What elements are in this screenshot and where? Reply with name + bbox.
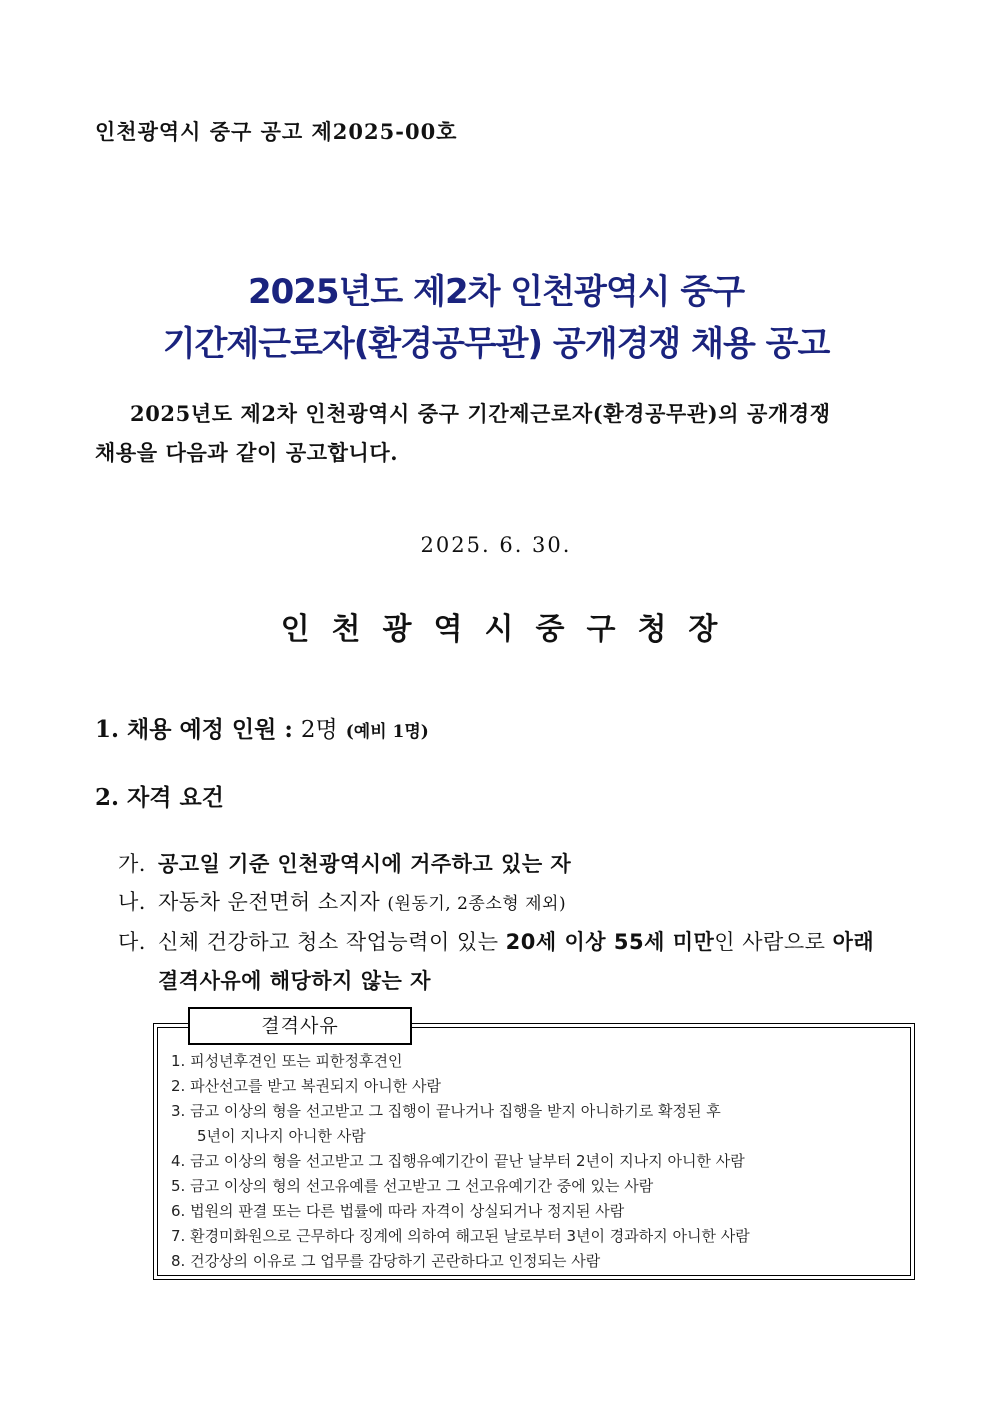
notice-number: 인천광역시 중구 공고 제2025-00호 — [95, 119, 458, 144]
list-item-continuation: 5년이 지나지 아니한 사람 — [197, 1127, 366, 1145]
list-item: 8. 건강상의 이유로 그 업무를 감당하기 곤란하다고 인정되는 사람 — [171, 1252, 601, 1270]
intro-text-line-1: 2025년도 제2차 인천광역시 중구 기간제근로자(환경공무관)의 공개경쟁 — [130, 401, 831, 426]
qualification-item-c-line-2: 결격사유에 해당하지 않는 자 — [158, 968, 431, 993]
qualification-text: 공고일 기준 인천광역시에 거주하고 있는 자 — [158, 851, 572, 876]
list-item: 2. 파산선고를 받고 복권되지 아니한 사람 — [171, 1077, 441, 1095]
section-1-heading: 1. 채용 예정 인원 : — [95, 716, 301, 743]
disqualification-header: 결격사유 — [188, 1007, 412, 1045]
announcement-date: 2025. 6. 30. — [420, 533, 572, 557]
list-item: 3. 금고 이상의 형을 선고받고 그 집행이 끝나거나 집행을 받지 아니하기로 확정된 후 — [171, 1102, 721, 1120]
item-marker: 나. — [118, 890, 146, 914]
recruitment-reserve-note: (예비 1명) — [345, 722, 429, 742]
section-recruitment-count — [95, 711, 429, 744]
list-item: 5. 금고 이상의 형의 선고유예를 선고받고 그 선고유예기간 중에 있는 사람 — [171, 1177, 654, 1195]
section-qualifications-heading: 2. 자격 요건 — [95, 784, 224, 811]
disqualification-list — [171, 1049, 901, 1274]
age-range-text: 20세 이상 55세 미만 — [505, 930, 715, 954]
list-item: 1. 피성년후견인 또는 피한정후견인 — [171, 1052, 403, 1070]
document-title-line-2: 기간제근로자(환경공무관) 공개경쟁 채용 공고 — [162, 324, 830, 364]
recruitment-count-value: 2명 — [300, 717, 338, 743]
qualification-text-emphasis: 아래 — [832, 929, 875, 954]
qualification-text: 신체 건강하고 청소 작업능력이 있는 — [158, 930, 506, 954]
qualification-item-a — [118, 848, 571, 878]
item-marker: 다. — [118, 930, 146, 954]
item-marker: 가. — [118, 852, 146, 876]
qualification-item-c — [118, 926, 874, 956]
qualification-item-b — [118, 886, 566, 916]
list-item: 6. 법원의 판결 또는 다른 법률에 따라 자격이 상실되거나 정지된 사람 — [171, 1202, 625, 1220]
document-title-line-1: 2025년도 제2차 인천광역시 중구 — [247, 272, 745, 312]
qualification-text: 인 사람으로 — [714, 930, 833, 954]
list-item: 7. 환경미화원으로 근무하다 징계에 의하여 해고된 날로부터 3년이 경과하지 아니한 사람 — [171, 1227, 750, 1245]
intro-text-line-2: 채용을 다음과 같이 공고합니다. — [95, 440, 399, 465]
issuer-name: 인천광역시중구청장 — [280, 612, 740, 647]
qualification-text: 자동차 운전면허 소지자 — [158, 890, 381, 914]
list-item: 4. 금고 이상의 형을 선고받고 그 집행유예기간이 끝난 날부터 2년이 지나지 아니한 사람 — [171, 1152, 745, 1170]
qualification-note: (원동기, 2종소형 제외) — [387, 894, 567, 914]
